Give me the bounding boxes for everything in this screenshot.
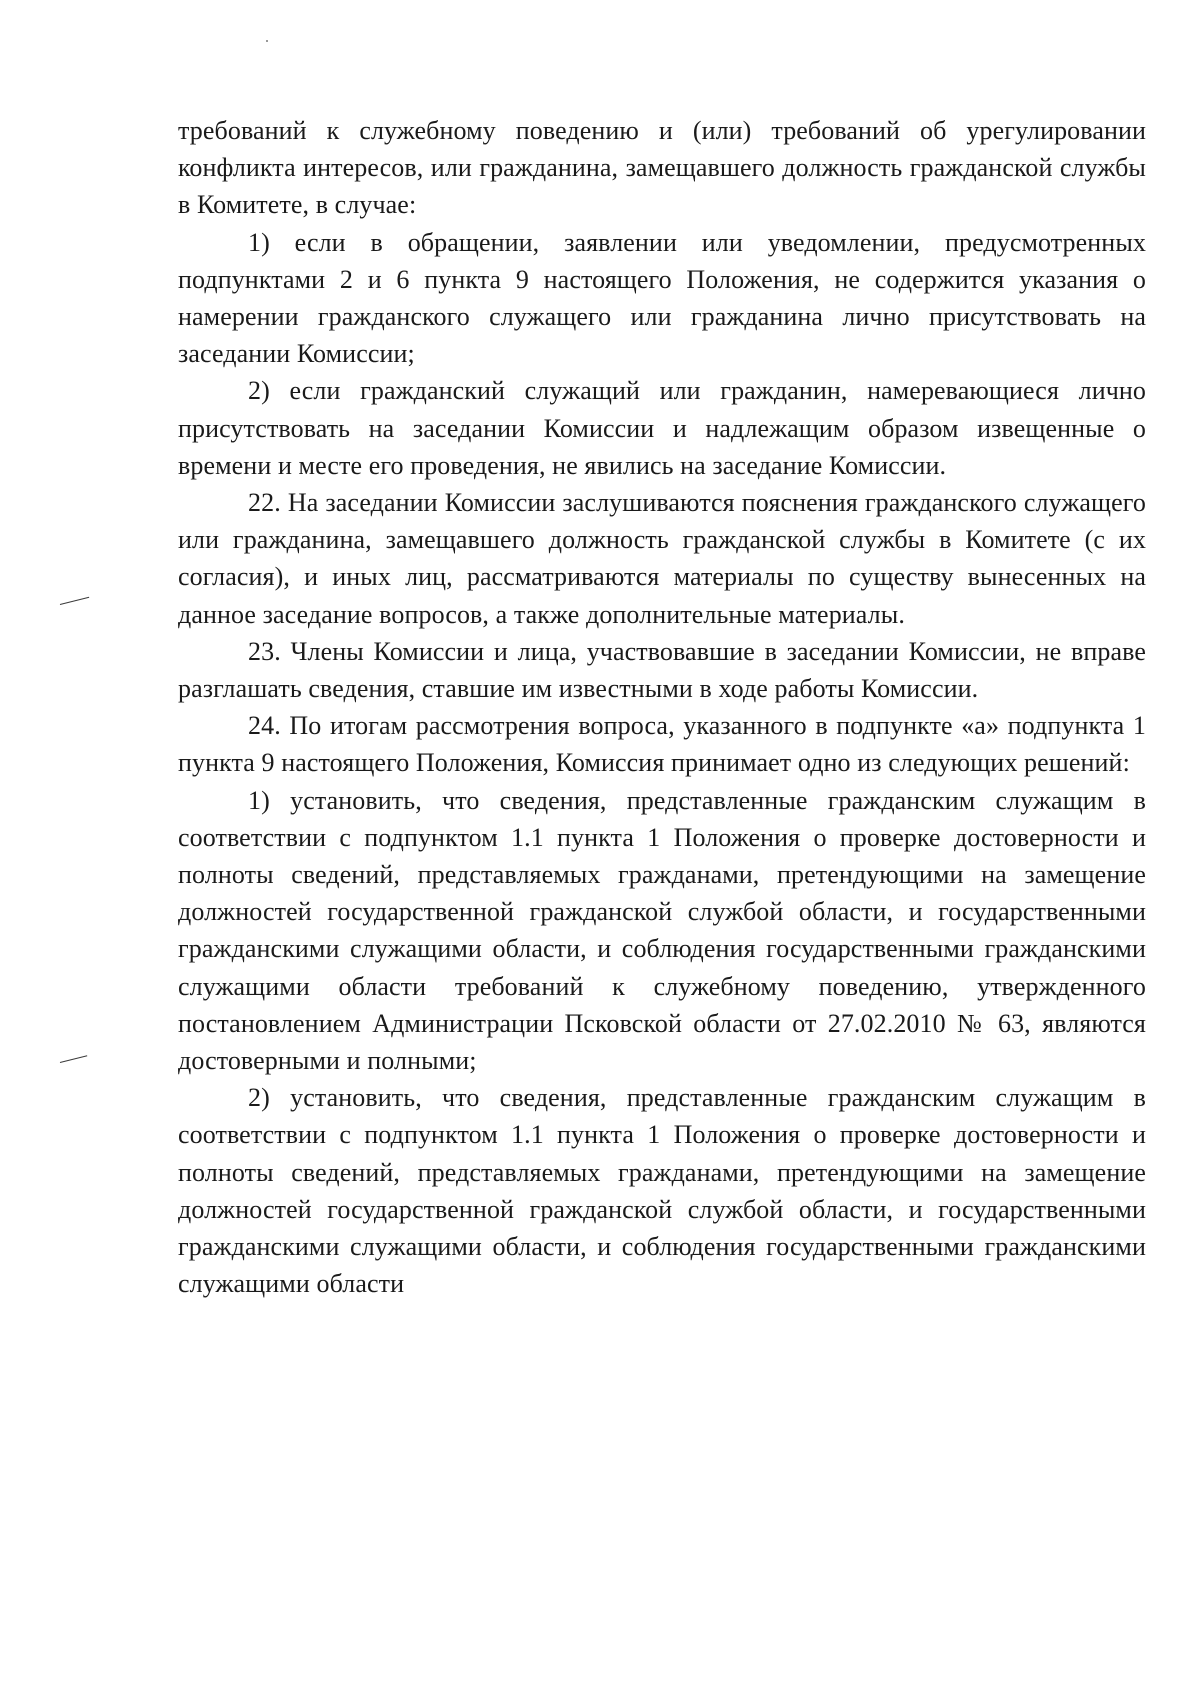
paragraph-clause-23: 23. Члены Комиссии и лица, участвовавшие в заседании Комиссии, не вправе разглашать сведения, ставшие им известными в ходе работы Комиссии.: [178, 636, 1146, 704]
paragraph-subitem-2: 2) если гражданский служащий или гражданин, намеревающиеся лично присутствовать на заседании Комиссии и надлежащим образом извещенные о времени и месте его проведения, не явились на заседание Комиссии.: [178, 376, 1146, 480]
scan-margin-mark: [60, 1055, 87, 1063]
paragraph-clause-24: 24. По итогам рассмотрения вопроса, указанного в подпункте «а» подпункта 1 пункта 9 настоящего Положения, Комиссия принимает одно из следующих решений:: [178, 711, 1146, 778]
paragraph-decision-1: 1) установить, что сведения, представленные гражданским служащим в соответствии с подпунктом 1.1 пункта 1 Положения о проверке достоверности и полноты сведений, представляемых гражданами, претендующими на замещение должностей государственной гражданской службой области, и государственными гражданскими служащими области, и соблюдения государственными гражданскими служащими области требований к служебному поведению, утвержденного постановлением Администрации Псковской области от 27.02.2010 № 63, являются достоверными и полными;: [178, 785, 1146, 1076]
paragraph-decision-2: 2) установить, что сведения, представленные гражданским служащим в соответствии с подпунктом 1.1 пункта 1 Положения о проверке достоверности и полноты сведений, представляемых гражданами, претендующими на замещение должностей государственной гражданской службой области, и государственными гражданскими служащими области, и соблюдения государственными гражданскими служащими области: [178, 1083, 1146, 1299]
scan-margin-mark: [60, 597, 89, 605]
paragraph-continuation: требований к служебному поведению и (или) требований об урегулировании конфликта интересов, или гражданина, замещавшего должность гражданской службы в Комитете, в случае:: [178, 116, 1146, 220]
document-body: [178, 112, 1146, 1303]
paragraph-clause-22: 22. На заседании Комиссии заслушиваются пояснения гражданского служащего или гражданина, замещавшего должность гражданской службы в Комитете (с их согласия), и иных лиц, рассматриваются материалы по существу вынесенных на данное заседание вопросов, а также дополнительные материалы.: [178, 488, 1146, 629]
paragraph-subitem-1: 1) если в обращении, заявлении или уведомлении, предусмотренных подпунктами 2 и 6 пункта 9 настоящего Положения, не содержится указания о намерении гражданского служащего или гражданина лично присутствовать на заседании Комиссии;: [178, 227, 1146, 369]
scan-speck: [266, 40, 268, 42]
